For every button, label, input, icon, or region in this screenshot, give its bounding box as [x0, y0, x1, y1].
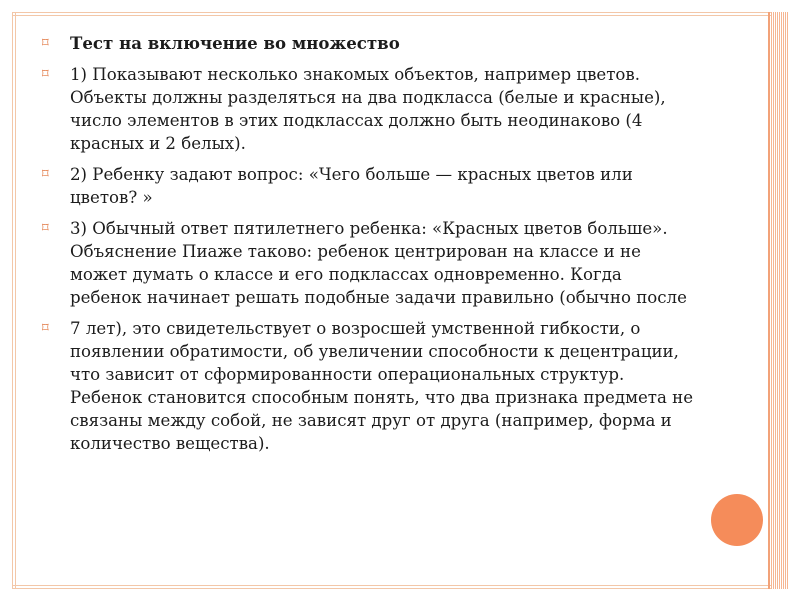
right-band-edge — [768, 12, 770, 589]
bullet-text: Тест на включение во множество — [70, 33, 400, 53]
bullet-text: 2) Ребенку задают вопрос: «Чего больше — красных цветов или цветов? » — [70, 165, 633, 207]
bullet-item — [42, 63, 697, 155]
bullet-text: 7 лет), это свидетельствует о возросшей умственной гибкости, о появлении обратимости, об увеличении способности к децентрации, что зависит от сформированности операциональных структур. Ребенок становится способным понять, что два признака предмета не связаны между собой, не зависят друг от друга (например, форма и количество вещества). — [70, 319, 694, 453]
bullet-text: 1) Показывают несколько знакомых объектов, например цветов. Объекты должны разделяться на два подкласса (белые и красные), число элементов в этих подклассах должно быть неодинаково (4 красных и 2 белых). — [70, 65, 666, 153]
bullet-text: 3) Обычный ответ пятилетнего ребенка: «Красных цветов больше». Объяснение Пиаже таково: ребенок центрирован на классе и не может думать о классе и его подклассах одновременно. Когда ребенок начинает решать подобные задачи правильно (обычно после — [70, 219, 687, 307]
bullet-item-title — [42, 32, 697, 55]
frame-top-line-inner — [12, 15, 788, 16]
frame-bottom-line — [12, 585, 788, 586]
bullet-icon: ⌑ — [42, 321, 49, 336]
bullet-icon: ⌑ — [42, 67, 49, 82]
frame-top-line — [12, 12, 788, 13]
frame-left-line — [12, 12, 13, 589]
right-decorative-band — [771, 12, 788, 589]
bullet-item — [42, 163, 697, 209]
bullet-item — [42, 217, 697, 309]
bullet-item — [42, 317, 697, 455]
frame-bottom-line-outer — [12, 588, 788, 589]
bullet-icon: ⌑ — [42, 167, 49, 182]
bullet-icon: ⌑ — [42, 36, 49, 51]
slide-content — [42, 32, 697, 463]
frame-left-line-inner — [15, 12, 16, 589]
bullet-icon: ⌑ — [42, 221, 49, 236]
decorative-circle-icon — [711, 494, 763, 546]
